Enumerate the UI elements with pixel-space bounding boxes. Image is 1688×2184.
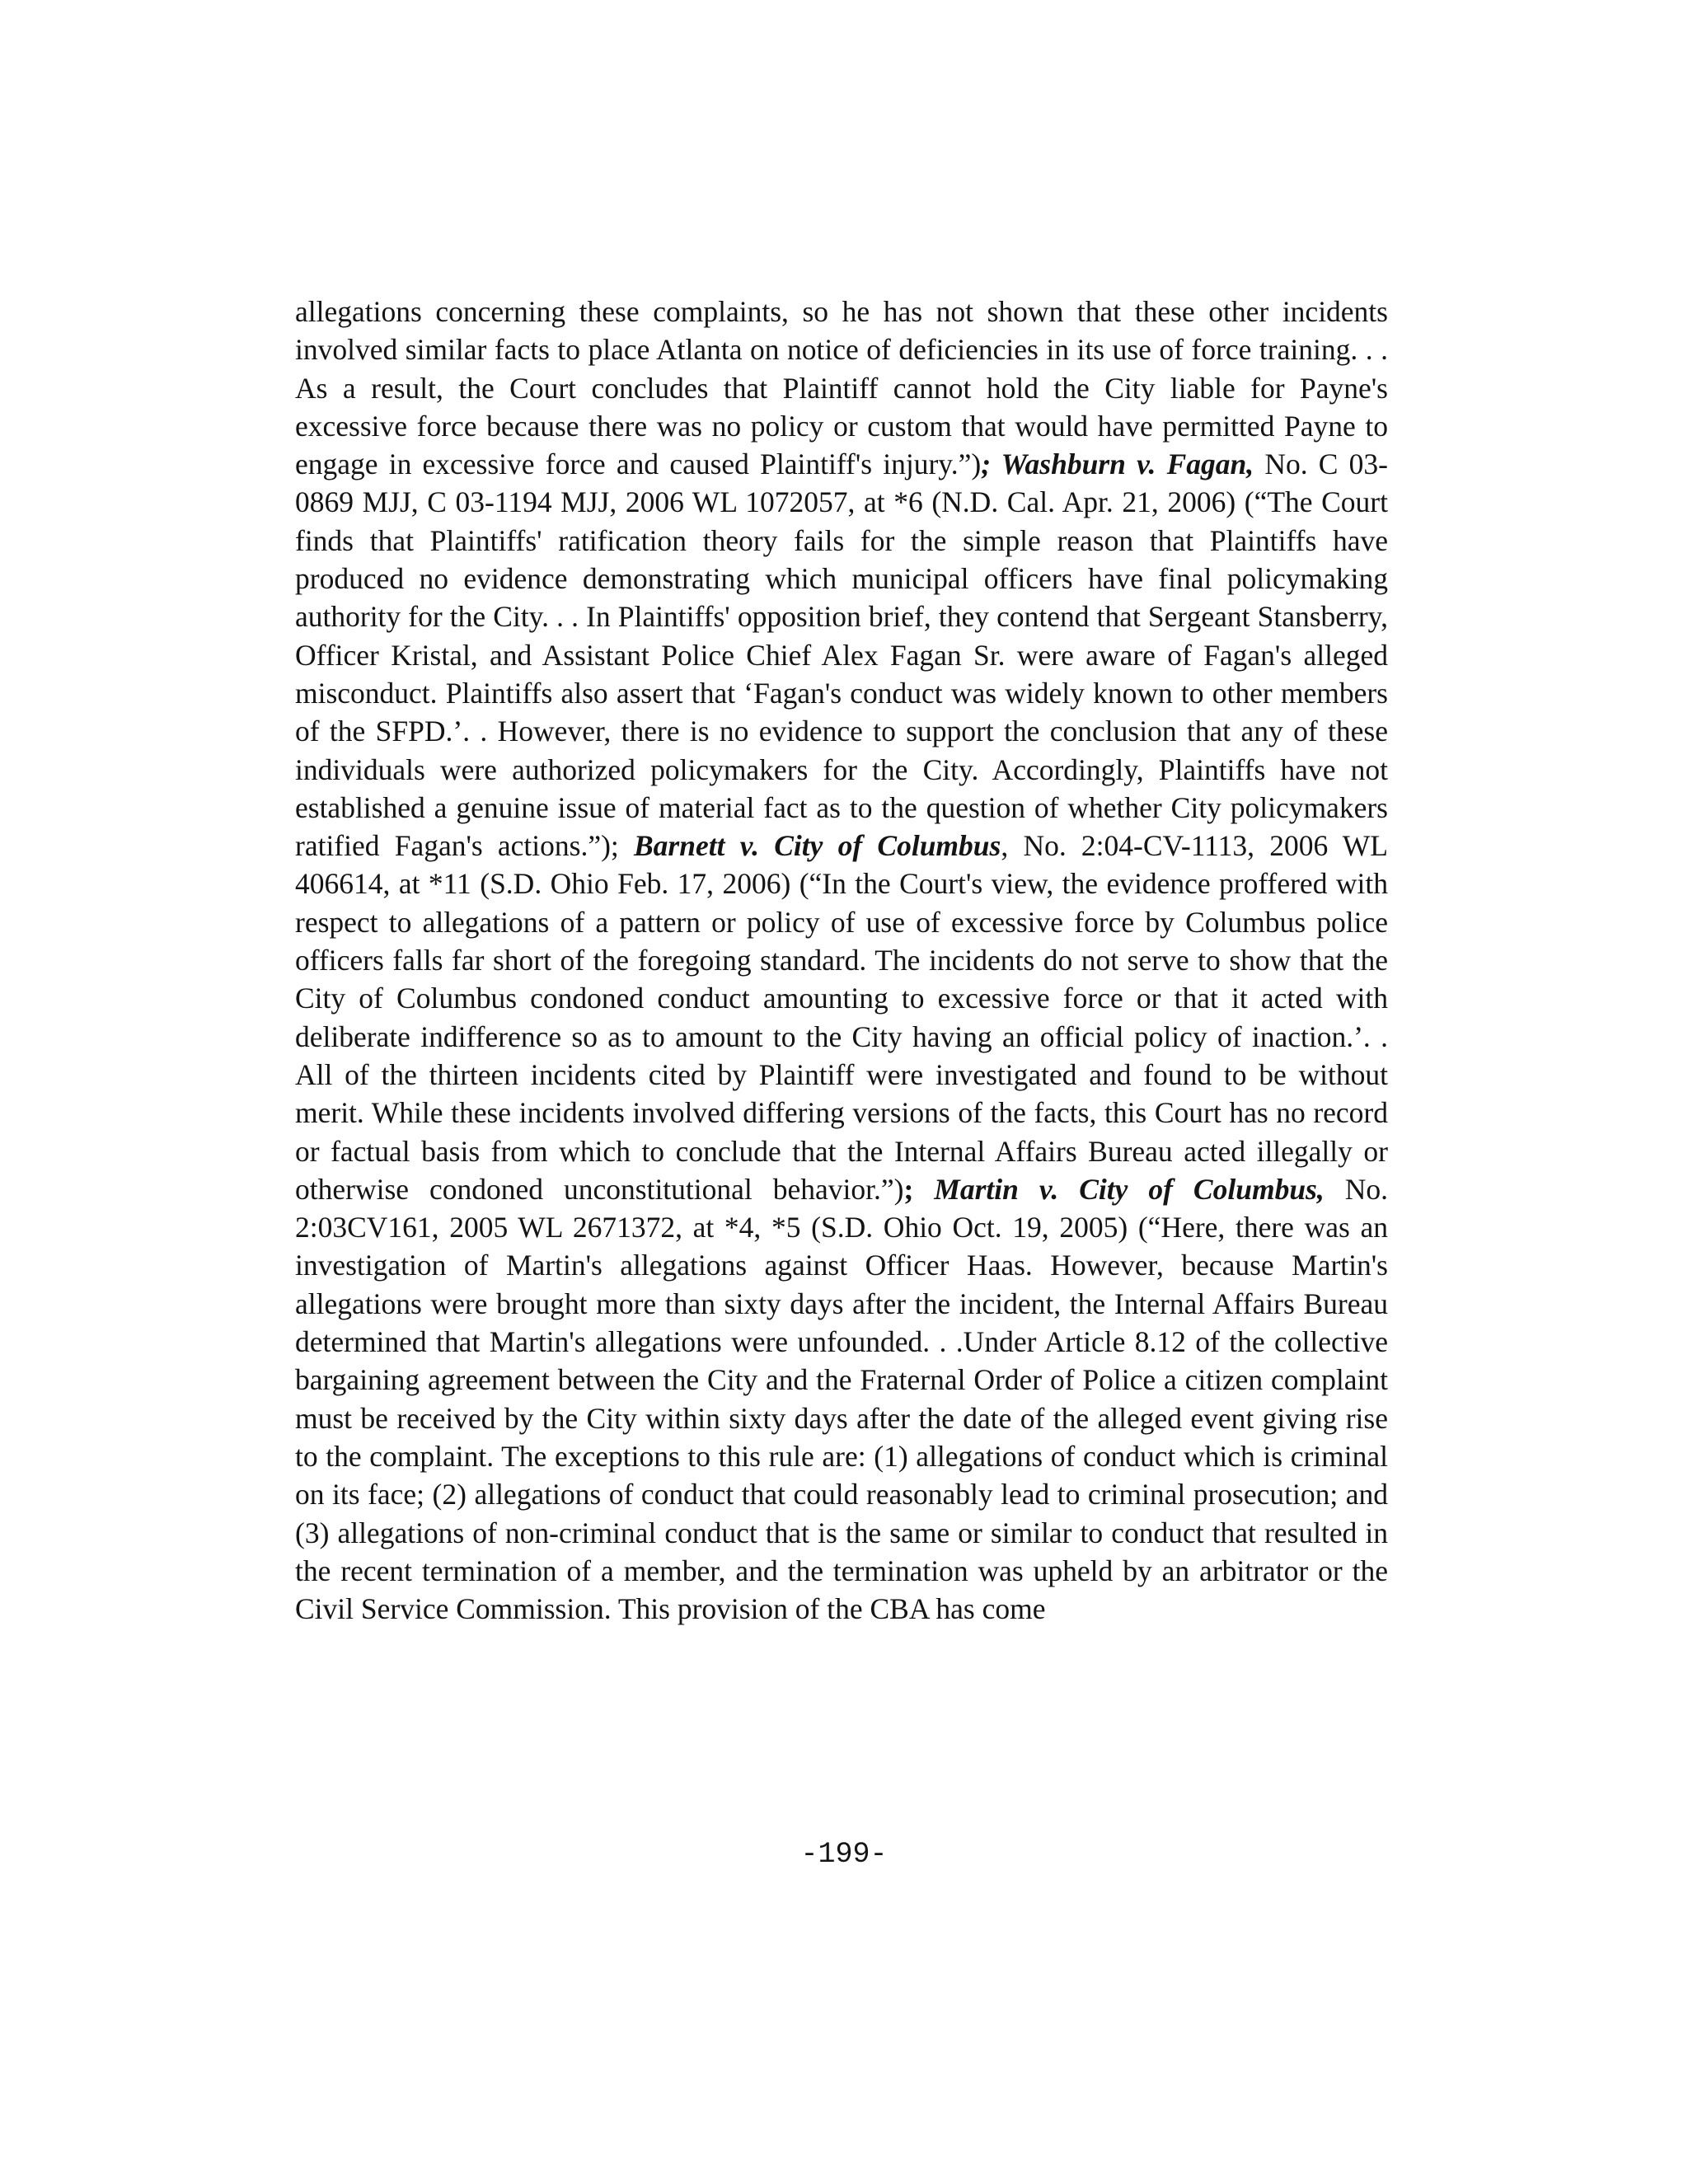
- case-citation-washburn: Washburn v. Fagan,: [1001, 448, 1254, 481]
- page-number: -199-: [800, 1838, 888, 1871]
- body-paragraph: [295, 293, 1388, 1628]
- paragraph-text: No. 2:03CV161, 2005 WL 2671372, at *4, *5 (S.D. Ohio Oct. 19, 2005) (“Here, there was an investigation of Martin's allegations against Officer Haas. However, because Martin's allegations were brought more than sixty days after the incident, the Internal Affairs Bureau determined that Martin's allegations were unfounded. . .Under Article 8.12 of the collective bargaining agreement between the City and the Fraternal Order of Police a citizen complaint must be received by the City within sixty days after the date of the alleged event giving rise to the complaint. The exceptions to this rule are: (1) allegations of conduct which is criminal on its face; (2) allegations of conduct that could reasonably lead to criminal prosecution; and (3) allegations of non-criminal conduct that is the same or similar to conduct that resulted in the recent termination of a member, and the termination was upheld by an arbitrator or the Civil Service Commission. This provision of the CBA has come: [295, 1172, 1389, 1626]
- paragraph-text: No. C 03-0869 MJJ, C 03-1194 MJJ, 2006 WL 1072057, at *6 (N.D. Cal. Apr. 21, 2006) (“The Court finds that Plaintiffs' ratification theory fails for the simple reason that Plaintiffs have produced no evidence demonstrating which municipal officers have final policymaking authority for the City. . . In Plaintiffs' opposition brief, they contend that Sergeant Stansberry, Officer Kristal, and Assistant Police Chief Alex Fagan Sr. were aware of Fagan's alleged misconduct. Plaintiffs also assert that ‘Fagan's conduct was widely known to other members of the SFPD.’. . However, there is no evidence to support the conclusion that any of these individuals were authorized policymakers for the City. Accordingly, Plaintiffs have not established a genuine issue of material fact as to the question of whether City policymakers ratified Fagan's actions.”);: [295, 448, 1389, 863]
- semicolon-separator: ;: [981, 448, 1001, 481]
- semicolon-separator: ;: [903, 1172, 935, 1206]
- paragraph-text: allegations concerning these complaints, so he has not shown that these other incidents involved similar facts to place Atlanta on notice of deficiencies in its use of force training. . . As a result, the Court concludes that Plaintiff cannot hold the City liable for Payne's excessive force because there was no policy or custom that would have permitted Payne to engage in excessive force and caused Plaintiff's injury.”): [295, 295, 1388, 481]
- case-citation-martin: Martin v. City of Columbus,: [934, 1172, 1325, 1206]
- paragraph-text: , No. 2:04-CV-1113, 2006 WL 406614, at *11 (S.D. Ohio Feb. 17, 2006) (“In the Court's view, the evidence proffered with respect to allegations of a pattern or policy of use of excessive force by Columbus police officers falls far short of the foregoing standard. The incidents do not serve to show that the City of Columbus condoned conduct amounting to excessive force or that it acted with deliberate indifference so as to amount to the City having an official policy of inaction.’. . All of the thirteen incidents cited by Plaintiff were investigated and found to be without merit. While these incidents involved differing versions of the facts, this Court has no record or factual basis from which to conclude that the Internal Affairs Bureau acted illegally or otherwise condoned unconstitutional behavior.”): [295, 829, 1388, 1206]
- case-citation-barnett: Barnett v. City of Columbus: [634, 829, 1001, 863]
